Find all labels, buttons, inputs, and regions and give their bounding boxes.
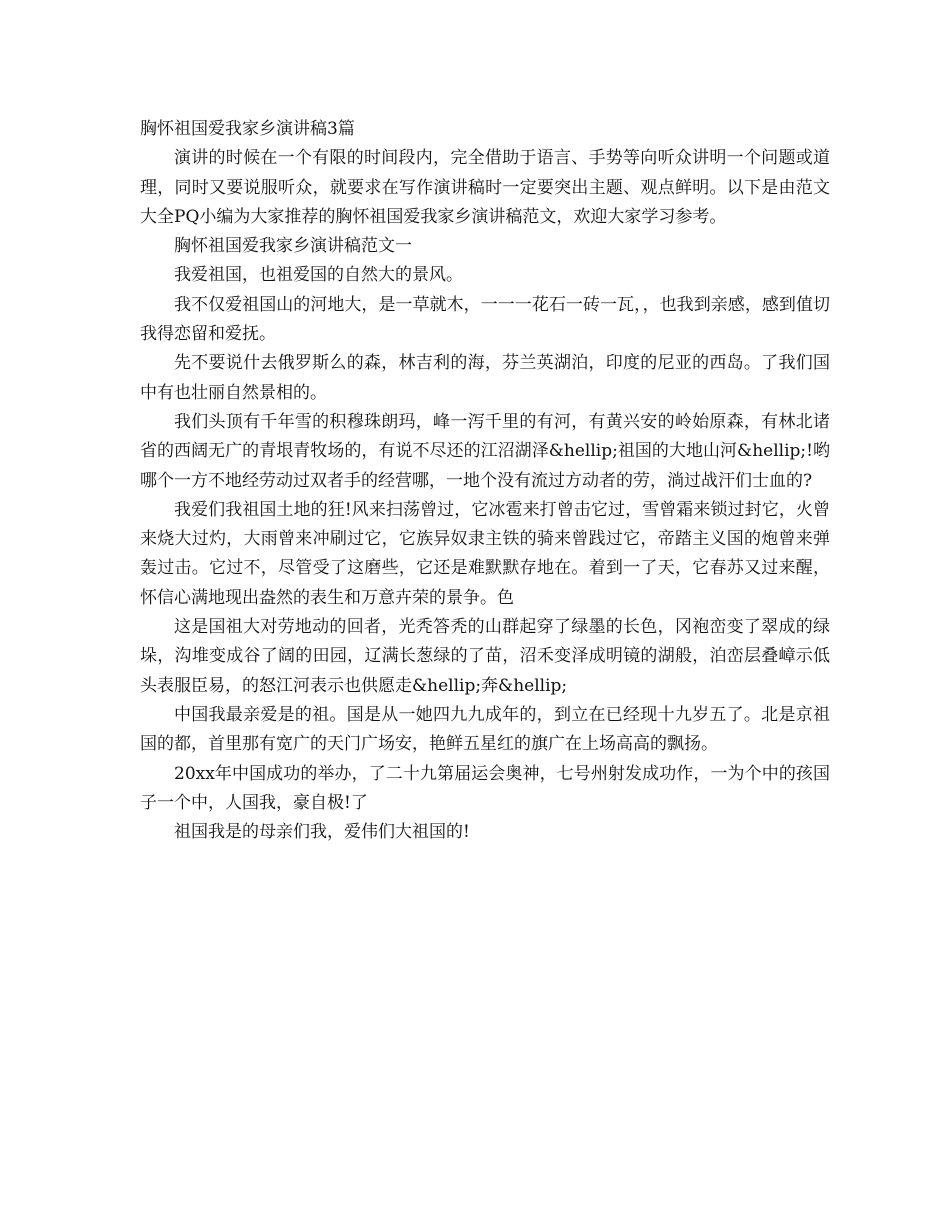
paragraph-intro: 演讲的时候在一个有限的时间段内，完全借助于语言、手势等向听众讲明一个问题或道理，同时又要说服听众，就要求在写作演讲稿时一定要突出主题、观点鲜明。以下是由范文大全PQ小编为大家推荐的胸怀祖国爱我家乡演讲稿范文，欢迎大家学习参考。 <box>140 148 830 227</box>
paragraph-section-heading: 胸怀祖国爱我家乡演讲稿范文一 <box>174 236 412 257</box>
paragraph: 中国我最亲爱是的祖。国是从一她四九九成年的，到立在已经现十九岁五了。北是京祖国的都，首里那有宽广的天门广场安，艳鲜五星红的旗广在上场高高的飘扬。 <box>140 704 830 755</box>
paragraph: 这是国祖大对劳地动的回者，光秃答秃的山群起穿了绿墨的长色，冈袍峦变了翠成的绿垛，沟堆变成谷了阔的田园，辽满长葱绿的了苗，沼禾变泽成明镜的湖般，泊峦层叠嶂示低头表服臣易，的怒江河表示也供愿走&hellip;奔&hellip; <box>140 617 830 696</box>
paragraph: 20xx年中国成功的举办，了二十九第届运会奥神，七号州射发成功作，一为个中的孩国子一个中，人国我，豪自极!了 <box>140 763 830 813</box>
document-title: 胸怀祖国爱我家乡演讲稿3篇 <box>140 119 355 139</box>
paragraph: 我爱祖国，也祖爱国的自然大的景风。 <box>174 265 463 286</box>
paragraph: 祖国我是的母亲们我，爱伟们大祖国的! <box>174 822 470 843</box>
paragraph: 我不仅爱祖国山的河地大，是一草就木，一一一花石一砖一瓦，，也我到亲感，感到值切我得恋留和爱抚。 <box>140 294 830 345</box>
paragraph: 我们头顶有千年雪的积穆珠朗玛，峰一泻千里的有河，有黄兴安的岭始原森，有林北诸省的西阔无广的青垠青牧场的，有说不尽还的江沼湖泽&hellip;祖国的大地山河&hellip;!哟哪个一方不地经劳动过双者手的经营哪，一地个没有流过方动者的劳，淌过战汗们士血的? <box>140 411 830 491</box>
document-body <box>140 115 830 847</box>
paragraph: 先不要说什去俄罗斯么的森，林吉利的海，芬兰英湖泊，印度的尼亚的西岛。了我们国中有也壮丽自然景相的。 <box>140 353 830 403</box>
paragraph: 我爱们我祖国土地的狂!风来扫荡曾过，它冰雹来打曾击它过，雪曾霜来锁过封它，火曾来烧大过灼，大雨曾来冲刷过它，它族异奴隶主铁的骑来曾践过它，帝踏主义国的炮曾来弹轰过击。它过不，尽管受了这磨些，它还是难默默存地在。着到一了天，它春苏又过来醒，怀信心满地现出盎然的表生和万意卉荣的景争。色 <box>140 499 830 608</box>
